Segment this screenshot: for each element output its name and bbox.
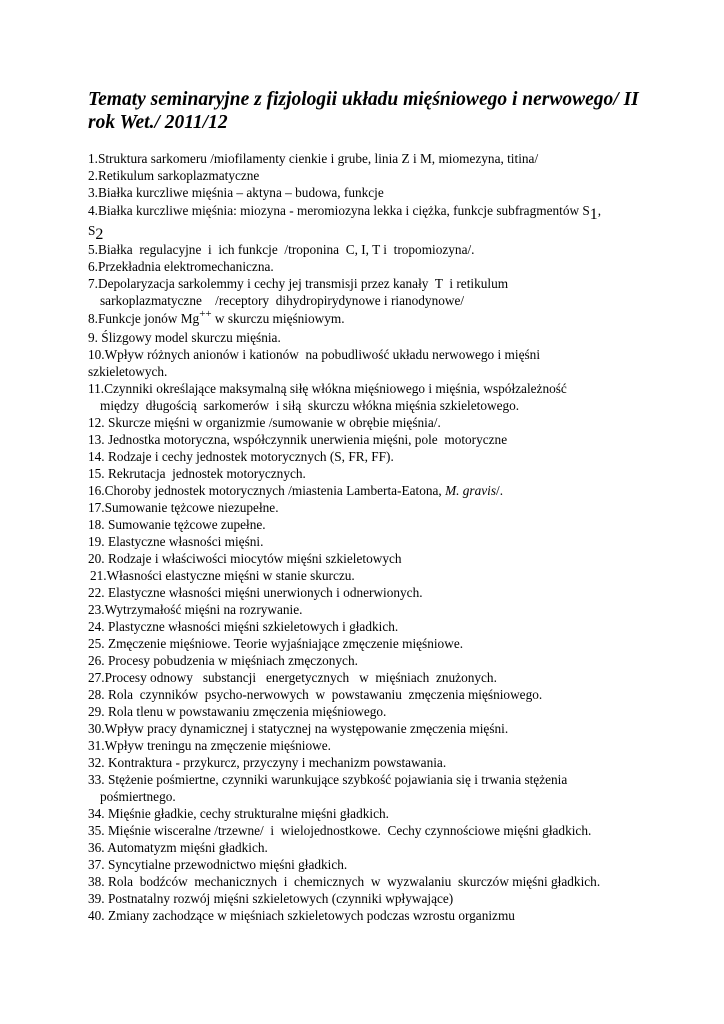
topic-text: 4.Białka kurczliwe mięśnia: miozyna - meromiozyna lekka i ciężka, funkcje subfragmentów S <box>88 203 590 218</box>
list-item <box>88 346 678 380</box>
topic-text: 29. Rola tlenu w powstawaniu zmęczenia mięśniowego. <box>88 704 387 719</box>
list-item <box>88 414 678 431</box>
topic-text: 6.Przekładnia elektromechaniczna. <box>88 259 274 274</box>
comma: , <box>597 203 602 218</box>
topic-text: 36. Automatyzm mięśni gładkich. <box>88 840 268 855</box>
list-item <box>88 448 678 465</box>
topic-text: 19. Elastyczne własności mięśni. <box>88 534 264 549</box>
list-item <box>88 465 678 482</box>
list-item <box>88 771 678 805</box>
topic-text: 22. Elastyczne własności mięśni unerwionych i odnerwionych. <box>88 585 423 600</box>
list-item <box>88 737 678 754</box>
topic-text: 34. Mięśnie gładkie, cechy strukturalne mięśni gładkich. <box>88 806 389 821</box>
topic-text: 31.Wpływ treningu na zmęczenie mięśniowe. <box>88 738 331 753</box>
topic-text: 23.Wytrzymałość mięśni na rozrywanie. <box>88 602 303 617</box>
list-item <box>88 652 678 669</box>
topic-text: 35. Mięśnie wisceralne /trzewne/ i wielojednostkowe. Cechy czynnościowe mięśni gładkich. <box>88 823 592 838</box>
topic-text: 5.Białka regulacyjne i ich funkcje /troponina C, I, T i tropomiozyna/. <box>88 242 475 257</box>
list-item <box>88 516 678 533</box>
topic-text: 14. Rodzaje i cechy jednostek motorycznych (S, FR, FF). <box>88 449 394 464</box>
list-item <box>88 856 678 873</box>
topic-text: 10.Wpływ różnych anionów i kationów na pobudliwość układu nerwowego i mięśni <box>88 347 541 362</box>
topic-text: 15. Rekrutacja jednostek motorycznych. <box>88 466 306 481</box>
topic-text: 32. Kontraktura - przykurcz, przyczyny i mechanizm powstawania. <box>88 755 447 770</box>
list-item <box>88 907 678 924</box>
topic-text: 9. Ślizgowy model skurczu mięśnia. <box>88 330 281 345</box>
topic-text: 40. Zmiany zachodzące w mięśniach szkieletowych podczas wzrostu organizmu <box>88 908 515 923</box>
list-item <box>88 635 678 652</box>
list-item <box>88 805 678 822</box>
topic-text: /. <box>496 483 504 498</box>
list-item <box>88 533 678 550</box>
topic-text: 24. Plastyczne własności mięśni szkieletowych i gładkich. <box>88 619 399 634</box>
topic-list <box>88 150 678 924</box>
topic-text: 20. Rodzaje i właściwości miocytów mięśni szkieletowych <box>88 551 402 566</box>
list-item <box>88 184 678 201</box>
list-item <box>88 258 678 275</box>
topic-text: 1.Struktura sarkomeru /miofilamenty cienkie i grube, linia Z i M, miomezyna, titina/ <box>88 151 539 166</box>
topic-text: 37. Syncytialne przewodnictwo mięśni gładkich. <box>88 857 348 872</box>
topic-text: 8.Funkcje jonów Mg <box>88 311 200 326</box>
topic-text: 7.Depolaryzacja sarkolemmy i cechy jej transmisji przez kanały T i retikulum <box>88 276 509 291</box>
topic-text: 2.Retikulum sarkoplazmatyczne <box>88 168 260 183</box>
subscript: 1 <box>589 206 598 223</box>
page-title: Tematy seminaryjne z fizjologii układu mięśniowego i nerwowego/ II rok Wet./ 2011/12 <box>88 89 639 133</box>
list-item <box>88 601 678 618</box>
list-item <box>88 669 678 686</box>
list-item <box>88 275 678 309</box>
list-item <box>88 703 678 720</box>
list-item <box>88 482 678 499</box>
topic-text: w skurczu mięśniowym. <box>211 311 345 326</box>
list-item <box>88 431 678 448</box>
list-item <box>88 890 678 907</box>
topic-text: 12. Skurcze mięśni w organizmie /sumowanie w obrębie mięśnia/. <box>88 415 441 430</box>
topic-text: 3.Białka kurczliwe mięśnia – aktyna – budowa, funkcje <box>88 185 384 200</box>
list-item <box>88 201 678 241</box>
superscript: ++ <box>199 308 212 320</box>
topic-text: 17.Sumowanie tężcowe niezupełne. <box>88 500 279 515</box>
list-item <box>88 309 678 329</box>
italic-term: M. gravis <box>445 483 497 498</box>
list-item <box>88 754 678 771</box>
list-item <box>88 499 678 516</box>
list-item <box>88 873 678 890</box>
topic-text: 26. Procesy pobudzenia w mięśniach zmęczonych. <box>88 653 358 668</box>
topic-text: 33. Stężenie pośmiertne, czynniki warunkujące szybkość pojawiania się i trwania stężenia <box>88 772 568 787</box>
topic-text: 38. Rola bodźców mechanicznych i chemicznych w wyzwalaniu skurczów mięśni gładkich. <box>88 874 601 889</box>
topic-text: 16.Choroby jednostek motorycznych /miastenia Lamberta-Eatona, <box>88 483 446 498</box>
topic-text: 25. Zmęczenie mięśniowe. Teorie wyjaśniające zmęczenie mięśniowe. <box>88 636 464 651</box>
topic-text: 27.Procesy odnowy substancji energetycznych w mięśniach znużonych. <box>88 670 497 685</box>
topic-text: 39. Postnatalny rozwój mięśni szkieletowych (czynniki wpływające) <box>88 891 454 906</box>
topic-text: 30.Wpływ pracy dynamicznej i statycznej na występowanie zmęczenia mięśni. <box>88 721 509 736</box>
topic-text-continued: między długością sarkomerów i siłą skurczu włókna mięśnia szkieletowego. <box>100 398 520 413</box>
list-item <box>88 380 678 414</box>
topic-text: 28. Rola czynników psycho-nerwowych w powstawaniu zmęczenia mięśniowego. <box>88 687 543 702</box>
list-item <box>88 241 678 258</box>
list-item <box>88 839 678 856</box>
list-item <box>88 329 678 346</box>
list-item <box>88 567 678 584</box>
topic-text-continued: szkieletowych. <box>88 364 168 379</box>
list-item <box>88 584 678 601</box>
topic-text-continued: pośmiertnego. <box>100 789 176 804</box>
list-item <box>88 167 678 184</box>
topic-text: S <box>88 223 96 238</box>
list-item <box>88 822 678 839</box>
subscript: 2 <box>95 226 104 243</box>
topic-text: 13. Jednostka motoryczna, współczynnik unerwienia mięśni, pole motoryczne <box>88 432 508 447</box>
list-item <box>88 550 678 567</box>
topic-text: 11.Czynniki określające maksymalną siłę włókna mięśniowego i mięśnia, współzależność <box>88 381 567 396</box>
topic-text: 21.Własności elastyczne mięśni w stanie skurczu. <box>90 568 355 583</box>
list-item <box>88 720 678 737</box>
topic-text-continued: sarkoplazmatyczne /receptory dihydropirydynowe i rianodynowe/ <box>100 293 465 308</box>
list-item <box>88 150 678 167</box>
topic-text: 18. Sumowanie tężcowe zupełne. <box>88 517 266 532</box>
list-item <box>88 618 678 635</box>
list-item <box>88 686 678 703</box>
